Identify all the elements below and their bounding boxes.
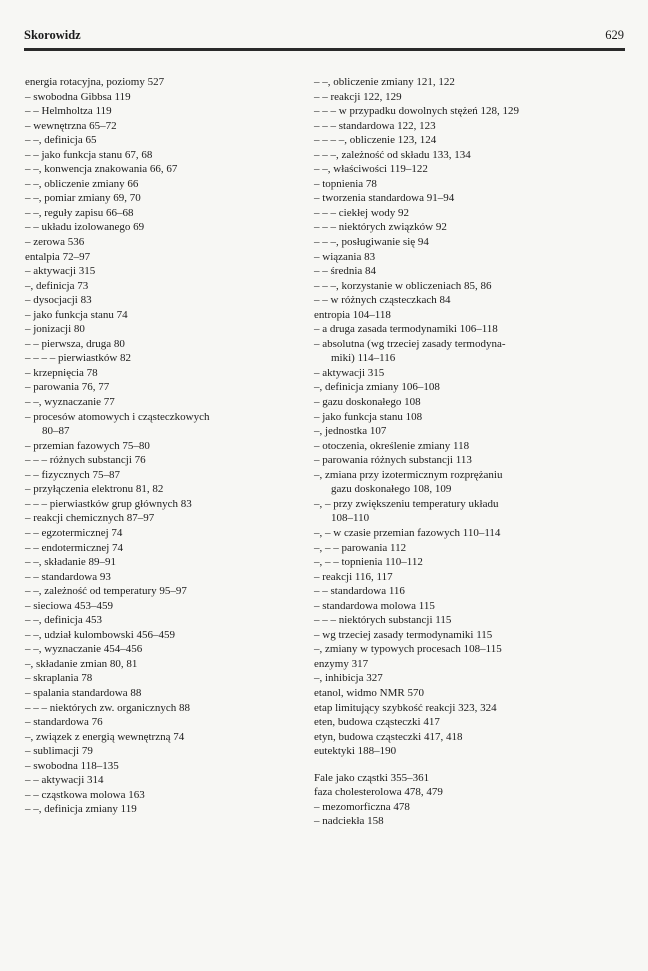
index-entry: – – – niektórych substancji 115 — [314, 614, 452, 627]
index-entry: – a druga zasada termodynamiki 106–118 — [314, 323, 498, 336]
index-entry: – –, składanie 89–91 — [25, 556, 117, 569]
index-entry: – – pierwsza, druga 80 — [25, 337, 125, 350]
index-entry: – – w różnych cząsteczkach 84 — [314, 294, 451, 307]
index-entry: – tworzenia standardowa 91–94 — [314, 192, 455, 205]
index-entry: – – jako funkcja stanu 67, 68 — [25, 148, 153, 161]
index-entry: – swobodna 118–135 — [25, 759, 119, 772]
index-entry: eutektyki 188–190 — [314, 745, 397, 758]
index-entry: – aktywacji 315 — [25, 265, 96, 278]
index-entry: – zerowa 536 — [25, 236, 85, 249]
index-entry: –, jednostka 107 — [314, 425, 387, 438]
index-entry: – – – w przypadku dowolnych stężeń 128, 129 — [314, 105, 519, 118]
index-entry: – sublimacji 79 — [25, 745, 93, 758]
section-title: Skorowidz — [24, 28, 81, 42]
index-entry: – nadciekła 158 — [314, 815, 384, 828]
index-entry: – –, konwencja znakowania 66, 67 — [25, 163, 178, 176]
index-entry: – –, pomiar zmiany 69, 70 — [25, 192, 141, 205]
index-entry: – –, zależność od temperatury 95–97 — [25, 585, 187, 598]
index-entry: – otoczenia, określenie zmiany 118 — [314, 439, 470, 452]
index-entry: – – – standardowa 122, 123 — [314, 119, 436, 132]
index-entry: gazu doskonałego 108, 109 — [331, 483, 452, 496]
index-entry: –, zmiana przy izotermicznym rozprężaniu — [314, 468, 503, 481]
index-entry: – – – pierwiastków grup głównych 83 — [25, 497, 192, 510]
page-number: 629 — [605, 28, 624, 42]
index-entry: – – –, korzystanie w obliczeniach 85, 86 — [314, 279, 492, 292]
index-entry: – swobodna Gibbsa 119 — [25, 90, 131, 103]
index-entry: eten, budowa cząsteczki 417 — [314, 716, 440, 729]
index-entry: – – fizycznych 75–87 — [25, 468, 120, 481]
index-entry: – –, wyznaczanie 454–456 — [25, 643, 143, 656]
index-entry: entropia 104–118 — [314, 308, 391, 321]
index-entry: – – –, posługiwanie się 94 — [314, 236, 429, 249]
index-entry: miki) 114–116 — [331, 352, 396, 365]
index-entry: – wg trzeciej zasady termodynamiki 115 — [314, 628, 493, 641]
index-entry: – parowania 76, 77 — [25, 381, 110, 394]
index-entry: – procesów atomowych i cząsteczkowych — [25, 410, 210, 423]
page-header — [24, 28, 624, 50]
index-entry: – – układu izolowanego 69 — [25, 221, 145, 234]
index-entry: faza cholesterolowa 478, 479 — [314, 786, 443, 799]
index-entry: – –, obliczenie zmiany 66 — [25, 177, 139, 190]
index-entry: –, – – topnienia 110–112 — [314, 556, 423, 569]
index-entry: 108–110 — [331, 512, 370, 525]
index-entry: – reakcji chemicznych 87–97 — [25, 512, 155, 525]
index-entry: – wewnętrzna 65–72 — [25, 119, 117, 132]
index-entry: – reakcji 116, 117 — [314, 570, 393, 583]
index-entry: – – egzotermicznej 74 — [25, 526, 123, 539]
index-entry: etanol, widmo NMR 570 — [314, 686, 424, 699]
index-entry: energia rotacyjna, poziomy 527 — [25, 76, 165, 88]
index-entry: entalpia 72–97 — [25, 250, 91, 263]
index-entry: – standardowa molowa 115 — [314, 599, 435, 612]
index-column-left — [25, 75, 293, 817]
index-entry: –, składanie zmian 80, 81 — [25, 657, 138, 670]
index-entry: etyn, budowa cząsteczki 417, 418 — [314, 730, 463, 743]
index-entry: – – reakcji 122, 129 — [314, 90, 402, 103]
index-entry: – –, reguły zapisu 66–68 — [25, 206, 134, 219]
index-entry: – – – niektórych związków 92 — [314, 221, 447, 234]
index-entry: – dysocjacji 83 — [25, 294, 92, 307]
index-entry: – – standardowa 116 — [314, 585, 405, 598]
index-entry: –, definicja 73 — [25, 279, 89, 292]
index-entry: –, – w czasie przemian fazowych 110–114 — [314, 526, 501, 539]
index-entry: – –, wyznaczanie 77 — [25, 396, 115, 409]
index-entry: –, związek z energią wewnętrzną 74 — [25, 730, 185, 743]
index-entry: – parowania różnych substancji 113 — [314, 454, 472, 467]
index-entry: –, definicja zmiany 106–108 — [314, 381, 440, 394]
index-entry: – –, definicja 453 — [25, 614, 102, 627]
index-entry: – –, właściwości 119–122 — [314, 163, 428, 176]
index-entry: – – – ciekłej wody 92 — [314, 206, 410, 219]
index-entry: – – – –, obliczenie 123, 124 — [314, 134, 437, 147]
index-entry: – – Helmholtza 119 — [25, 105, 112, 118]
index-entry: –, – przy zwiększeniu temperatury układu — [314, 497, 499, 510]
index-entry: – – endotermicznej 74 — [25, 541, 124, 554]
index-entry: – jako funkcja stanu 108 — [314, 410, 423, 423]
index-entry: – – – niektórych zw. organicznych 88 — [25, 701, 190, 714]
index-entry: – spalania standardowa 88 — [25, 686, 142, 699]
index-entry: – – średnia 84 — [314, 265, 377, 278]
index-entry: – –, obliczenie zmiany 121, 122 — [314, 76, 455, 88]
index-entry: – gazu doskonałego 108 — [314, 396, 421, 409]
index-entry: – – – – pierwiastków 82 — [25, 352, 132, 365]
index-entry: 80–87 — [42, 425, 70, 438]
index-entry: – –, definicja zmiany 119 — [25, 803, 137, 816]
index-entry: –, inhibicja 327 — [314, 672, 383, 685]
index-entry: – – standardowa 93 — [25, 570, 111, 583]
index-entry: – –, definicja 65 — [25, 134, 97, 147]
index-entry: – – –, zależność od składu 133, 134 — [314, 148, 471, 161]
index-entry: – krzepnięcia 78 — [25, 366, 98, 379]
index-entry: – przemian fazowych 75–80 — [25, 439, 150, 452]
index-entry: – mezomorficzna 478 — [314, 800, 410, 813]
index-column-right — [314, 75, 614, 829]
index-entry: – – cząstkowa molowa 163 — [25, 788, 145, 801]
index-entry: – – aktywacji 314 — [25, 774, 104, 787]
header-rule — [24, 48, 625, 51]
index-entry: – wiązania 83 — [314, 250, 376, 263]
index-entry: – topnienia 78 — [314, 177, 377, 190]
index-entry: – –, udział kulombowski 456–459 — [25, 628, 176, 641]
index-entry: etap limitujący szybkość reakcji 323, 324 — [314, 701, 497, 714]
index-entry: – jonizacji 80 — [25, 323, 85, 336]
index-entry: – skraplania 78 — [25, 672, 93, 685]
index-entry: – sieciowa 453–459 — [25, 599, 113, 612]
index-entry: –, zmiany w typowych procesach 108–115 — [314, 643, 502, 656]
index-entry: –, – – parowania 112 — [314, 541, 407, 554]
index-entry: – aktywacji 315 — [314, 366, 385, 379]
index-entry: – – – różnych substancji 76 — [25, 454, 146, 467]
index-entry: enzymy 317 — [314, 657, 369, 670]
index-entry: – przyłączenia elektronu 81, 82 — [25, 483, 164, 496]
index-entry: – jako funkcja stanu 74 — [25, 308, 128, 321]
index-entry: – standardowa 76 — [25, 716, 103, 729]
index-entry: – absolutna (wg trzeciej zasady termodyna- — [314, 337, 506, 350]
index-entry: Fale jako cząstki 355–361 — [314, 771, 430, 784]
index-gap — [314, 759, 614, 771]
